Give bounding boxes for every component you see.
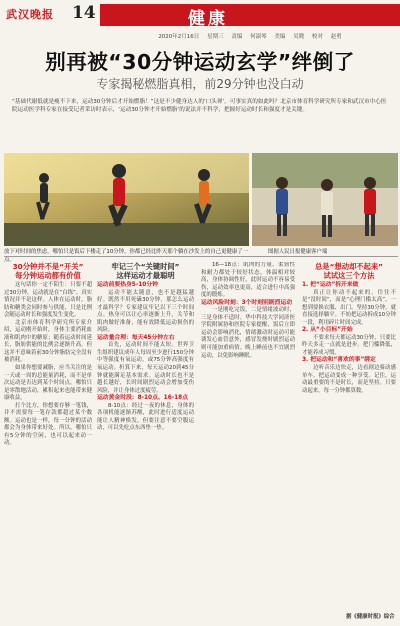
dateline-proof: 赵勇: [330, 34, 342, 40]
paragraph: 8-10点：经过一夜的休息，身体的各项机能逐渐苏醒，此时进行适度运动能让人精神焕发，但要注意不要空腹运动，可以先吃点东西垫一垫。: [97, 402, 194, 432]
dateline: [100, 32, 400, 42]
subheading: 运动量合理：每天45分钟左右: [97, 334, 175, 341]
subheading: 运动黄金时段：8-10点、16-18点: [97, 395, 189, 402]
paragraph: 首先，运动时间不能太短。世界卫生组织建议成年人每周至少进行150分钟中等强度有氧运动，或75分钟高强度有氧运动。折算下来，每天运动20到45分钟就能满足基本需求。运动时长也不是越长越好，长时间剧烈运动会增加受伤风险，并让身体过度疲劳。: [97, 342, 194, 394]
runners-photo-caption: 放下对时间的焦虑，哪怕只是饭后下楼走了10分钟，你都已经比昨天那个躺在沙发上的自己更健康了一点。: [4, 249, 249, 263]
column-4-heading: 总是“想动却不起来” 试试这三个方法: [315, 262, 383, 280]
masthead-logo: 武汉晚报: [6, 8, 54, 21]
paragraph: 这句话你一定不陌生：只要不超过30分钟，运动就是在“白练”。真实情况并不是这样。人体在运动时，脂肪和糖类会同时参与供能，只是比例会随运动时长和强度发生变化。: [4, 282, 92, 319]
dateline-designer: 吴晓: [293, 34, 305, 40]
dateline-designer-label: 美编: [274, 34, 286, 40]
column-2: [97, 262, 194, 622]
paragraph: 运动不能太随意，也不是越猛越好。既然不用死磕30分钟，那怎么运动才最科学？专家建议牢记以下三个时间点。热身可以让心率逐渐上升，关节和肌肉做好准备，能有效降低运动损伤的风险。: [97, 289, 194, 334]
section-band: [100, 4, 400, 26]
paragraph: 一是刚吃完饭，二是情绪波动时，三是身体不适时。华中科技大学同济医学院附属协和医院专家提醒，饭后立即运动会影响消化，情绪激动时运动可能诱发心血管意外，感冒发烧时剧烈运动则可能加重病情。晚上睡前也不宜剧烈运动，以免影响睡眠。: [201, 307, 295, 359]
subheading: 运动风险时刻：3个时刻别剧烈运动: [201, 299, 292, 306]
subheading: 3. 把运动和“喜欢的事”绑定: [302, 357, 376, 364]
side-photo-credit: 图据人民日报健康客户端: [268, 249, 328, 255]
column-1-heading: 30分钟并不是“开关” 每分钟运动都有价值: [12, 262, 84, 280]
elderly-exercise-photo: [252, 153, 398, 246]
paragraph: 不要求每天都运动30分钟，只要比昨天多走一点就是进步。把门槛降低，才能养成习惯。: [302, 334, 396, 356]
subheading: 1. 把“运动”拆开来做: [302, 282, 359, 288]
section-title: 健康: [188, 9, 228, 29]
dateline-weekday: 星期三: [207, 34, 224, 40]
page-header: [0, 0, 400, 30]
paragraph: 北京市体育科学研究所专家介绍，运动刚开始时，身体主要消耗血液和肌肉中的糖原；随着运动时间延长，脂肪供能的比例会逐渐升高。但这并不意味着前30分钟脂肪完全没有被消耗。: [4, 319, 92, 364]
article-headline: 别再被“30分钟运动玄学”绊倒了: [45, 50, 355, 74]
column-2-heading: 牢记三个“关键时间” 这样运动才最聪明: [111, 262, 180, 280]
dateline-editor: 何淑琴: [250, 34, 267, 40]
paragraph: 16—18点：肌肉的力量、柔韧性和耐力都处于较好状态，体温相对较高，身体协调性好，此时运动不容易受伤，运动效率也更高，适合进行中高强度的锻炼。: [201, 262, 295, 299]
subheading: 2. 从“小目标”开始: [302, 327, 353, 334]
paragraph: 打个比方，你想要存够一笔钱，并不需要每一笔存款都超过某个数额。运动也是一样，每一分钟的活动都会为身体带来好处。所以，哪怕只有5分钟的空闲，也可以起来动一动。: [4, 402, 92, 447]
runners-photo: [4, 153, 249, 246]
paragraph: 边听音乐边快走，边看剧边骑动感单车，把运动变成一种享受。记住，运动最重要的不是时长，而是坚持。只要动起来，每一分钟都算数。: [302, 365, 396, 394]
subheading: 运动前要热身5-10分钟: [97, 282, 158, 288]
column-3: [201, 262, 295, 622]
paragraph: 真正让你动不起来的，往往不是“没时间”，而是“心理门槛太高”。一想到要换衣服、出门、坚持30分钟，就直接选择躺平。不妨把运动拆成10分钟一段，利用碎片时间完成。: [302, 289, 396, 326]
paragraph: 如果你想要减脂，应当关注的是一天或一周的总能量消耗，而不是单次运动是否达到某个时间点。哪怕只是零散地活动，累积起来也能带来健康收益。: [4, 365, 92, 402]
page-number: 14: [72, 3, 96, 23]
article-subhead: 专家揭秘燃脂真相，前29分钟也没白动: [96, 77, 304, 91]
divider: [4, 256, 398, 257]
dateline-editor-label: 责编: [231, 34, 243, 40]
column-1: [4, 262, 92, 622]
article-lead: “基础代谢低就是瘦不下来，运动30分钟后才开始燃脂！”这是不少健身达人的‘口头禅’。可事实真的如此吗？北京市体育科学研究所专家和武汉市中心医院运动医学科专家在接受记者采访时表示，‘运动30分钟才开始燃脂’的说法并不科学，把握好运动时长和强度才是关键。: [12, 99, 387, 113]
article-credit: 据《健康时报》综合: [346, 614, 395, 620]
dateline-proof-label: 校对: [311, 34, 323, 40]
column-4: [302, 262, 396, 622]
dateline-date: 2020年2月16日: [158, 34, 200, 40]
